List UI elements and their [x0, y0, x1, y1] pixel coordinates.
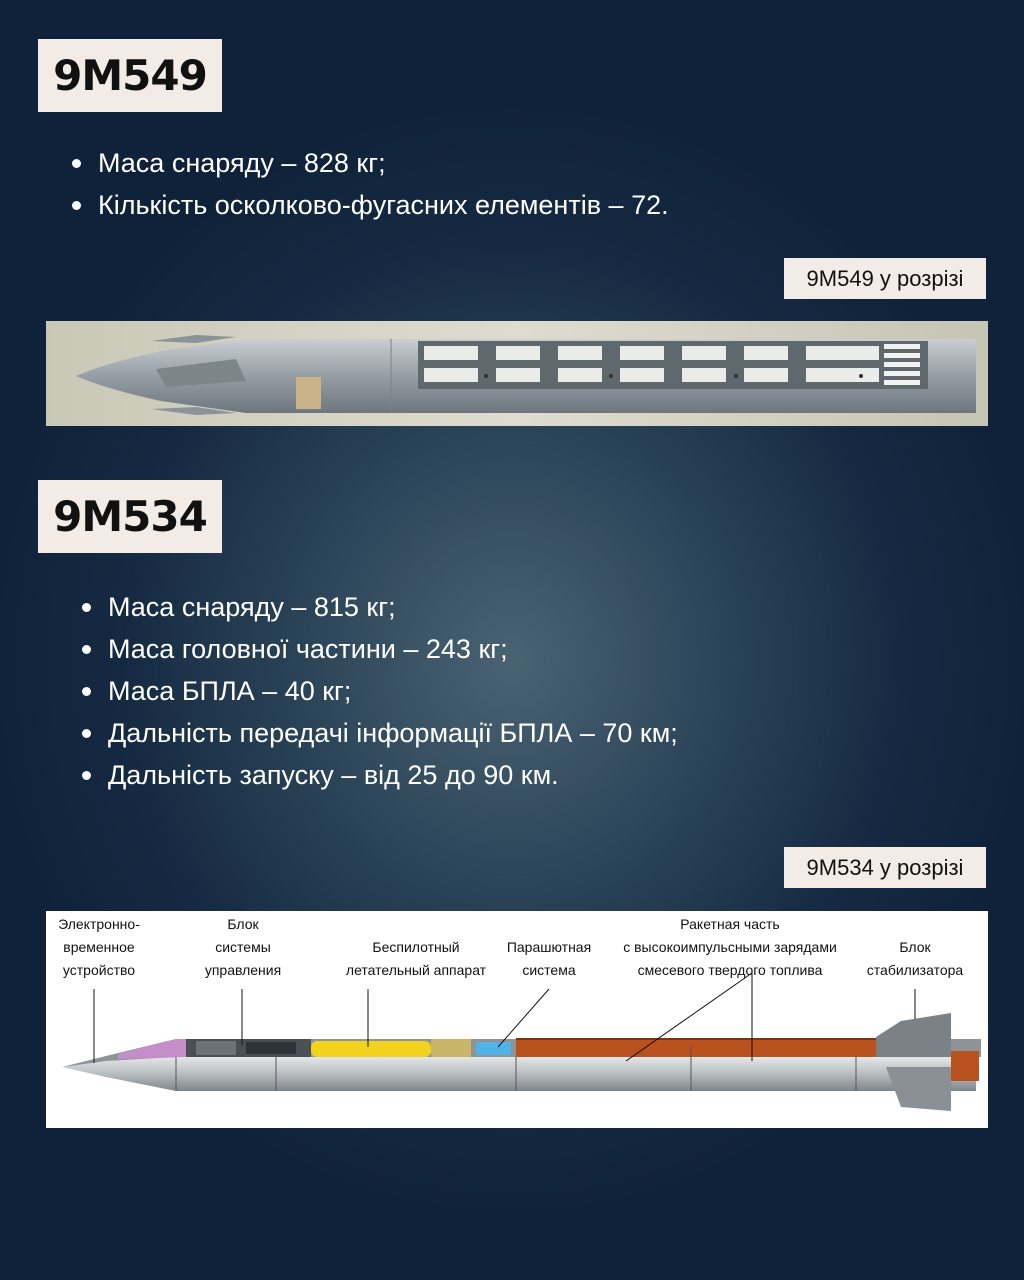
diagram-label-control-unit: Блок системы управления	[204, 916, 282, 978]
diagram-label-timer-device: Электронно- временное устройство	[58, 916, 140, 978]
diagram-label-parachute: Парашютная система	[506, 939, 592, 978]
rocket-9m549-illustration	[46, 321, 988, 426]
facts-list-9m534	[108, 586, 678, 796]
image-caption-9m549: 9M549 у розрізі	[784, 258, 986, 299]
fact-item: Маса БПЛА – 40 кг;	[108, 670, 678, 712]
fact-item: Дальність передачі інформації БПЛА – 70 км;	[108, 712, 678, 754]
fact-item: Кількість осколково-фугасних елементів – 72.	[98, 184, 669, 226]
fact-item: Дальність запуску – від 25 до 90 км.	[108, 754, 678, 796]
cutaway-image-9m549	[46, 321, 988, 426]
image-caption-9m534: 9M534 у розрізі	[784, 847, 986, 888]
fact-item: Маса головної частини – 243 кг;	[108, 628, 678, 670]
section-title-9m534: 9M534	[38, 480, 222, 553]
diagram-label-rocket-motor: Ракетная часть с высокоимпульсными зарядами смесевого твердого топлива	[623, 916, 837, 978]
fact-item: Маса снаряду – 828 кг;	[98, 142, 669, 184]
cutaway-diagram-9m534	[46, 911, 988, 1128]
facts-list-9m549	[98, 142, 669, 226]
diagram-label-uav: Беспилотный летательный аппарат	[345, 939, 487, 978]
section-title-9m549: 9M549	[38, 39, 222, 112]
diagram-label-stabilizer: Блок стабилизатора	[866, 939, 964, 978]
fact-item: Маса снаряду – 815 кг;	[108, 586, 678, 628]
